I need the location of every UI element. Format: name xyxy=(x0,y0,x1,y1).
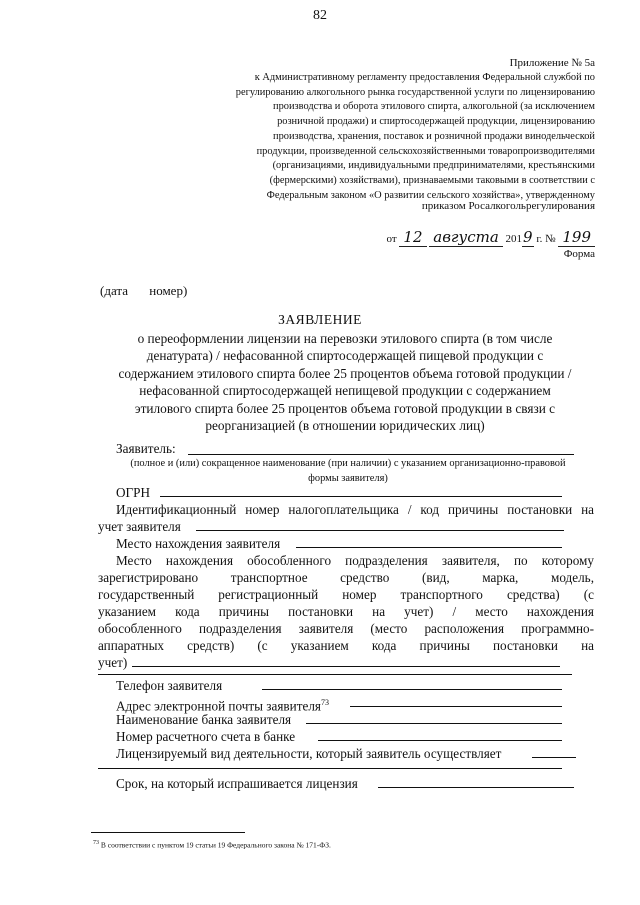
inn-line[interactable] xyxy=(196,530,564,531)
document-title: ЗАЯВЛЕНИЕ xyxy=(278,312,362,327)
footnote-text: В соответствии с пунктом 19 статьи 19 Федерального закона № 171-ФЗ. xyxy=(100,840,331,850)
inn-line2: учет заявителя xyxy=(98,519,181,534)
email-line[interactable] xyxy=(350,706,562,707)
ogrn-label: ОГРН xyxy=(116,485,151,500)
document-subtitle: о переоформлении лицензии на перевозки этилового спирта (в том числе денатурата) / нефасованной спиртосодержащей пищевой продукции с содержанием этилового спирта более 25 процентов объема готовой продукции / нефасованной спиртосодержащей непищевой продукции с содержанием этилового спирта более 25 процентов объема готовой продукции в связи с реорганизацией (в отношении юридических лиц) xyxy=(118,331,572,434)
order-from: от xyxy=(386,233,397,245)
order-prefix: приказом Росалкогольрегулирования xyxy=(421,200,595,212)
activity-line[interactable] xyxy=(532,757,576,758)
footnote xyxy=(93,840,331,850)
account-label: Номер расчетного счета в банке xyxy=(116,729,296,744)
branch-line1: Место нахождения обособленного подразделения заявителя, по которому xyxy=(116,553,594,568)
page-number: 82 xyxy=(313,8,327,23)
activity-extra-line[interactable] xyxy=(98,768,562,769)
form-label: Форма xyxy=(563,248,595,260)
activity-label: Лицензируемый вид деятельности, который заявитель осуществляет xyxy=(116,746,502,761)
order-date-line xyxy=(310,228,595,246)
branch-line6: аппаратных средств) (с указанием кода причины постановки на xyxy=(98,638,594,653)
branch-line2: зарегистрировано транспортное средство (вид, марка, модель, xyxy=(98,570,594,585)
term-line[interactable] xyxy=(378,787,574,788)
order-day: 12 xyxy=(399,228,426,247)
email-label: Адрес электронной почты заявителя xyxy=(116,698,321,714)
phone-line[interactable] xyxy=(262,689,562,690)
order-year-g: г. № xyxy=(536,233,556,245)
branch-line[interactable] xyxy=(132,666,560,667)
branch-line3: государственный регистрационный номер транспортного средства) (с xyxy=(98,587,594,602)
branch-line7: учет) xyxy=(98,655,128,670)
term-label: Срок, на который испрашивается лицензия xyxy=(116,776,358,791)
email-footnote-mark: 73 xyxy=(320,698,329,707)
ogrn-line[interactable] xyxy=(160,496,562,497)
location-label: Место нахождения заявителя xyxy=(116,536,281,551)
order-number: 199 xyxy=(558,228,595,247)
branch-extra-line[interactable] xyxy=(98,674,572,675)
applicant-line[interactable] xyxy=(188,454,574,455)
appendix-text: к Административному регламенту предоставления Федеральной службой по регулированию алкогольного рынка государственной услуги по лицензированию производства и оборота этилового спирта, алкогольной (за исключением розничной продажи) и спиртосодержащей продукции, лицензированию производства, хранения, поставок и розничной продажи винодельческой продукции, произведенной сельскохозяйственными товаропроизводителями (организациями, индивидуальными предпринимателями, крестьянскими (фермерскими) хозяйствами), признаваемыми таковыми в соответствии с Федеральным законом «О развитии сельского хозяйства», утвержденному xyxy=(235,72,595,201)
phone-label: Телефон заявителя xyxy=(116,678,223,693)
order-year-prefix: 201 xyxy=(505,233,523,245)
inn-line1: Идентификационный номер налогоплательщика / код причины постановки на xyxy=(116,502,594,517)
account-line[interactable] xyxy=(318,740,562,741)
bank-label: Наименование банка заявителя xyxy=(116,712,292,727)
order-month: августа xyxy=(429,228,503,247)
date-number-label: (дата номер) xyxy=(100,283,188,298)
footnote-mark: 73 xyxy=(93,840,99,846)
branch-line5: обособленного подразделения заявителя (место расположения программно- xyxy=(98,621,594,636)
bank-line[interactable] xyxy=(306,723,562,724)
order-year-suffix: 9 xyxy=(523,228,533,246)
footnote-separator xyxy=(91,832,245,833)
location-line[interactable] xyxy=(296,547,562,548)
applicant-label: Заявитель: xyxy=(116,441,176,456)
branch-line4: указанием кода причины постановки на учет) / место нахождения xyxy=(98,604,594,619)
applicant-hint: (полное и (или) сокращенное наименование (при наличии) с указанием организационно-правовой формы заявителя) xyxy=(130,458,566,484)
appendix-title: Приложение № 5а xyxy=(509,57,595,69)
